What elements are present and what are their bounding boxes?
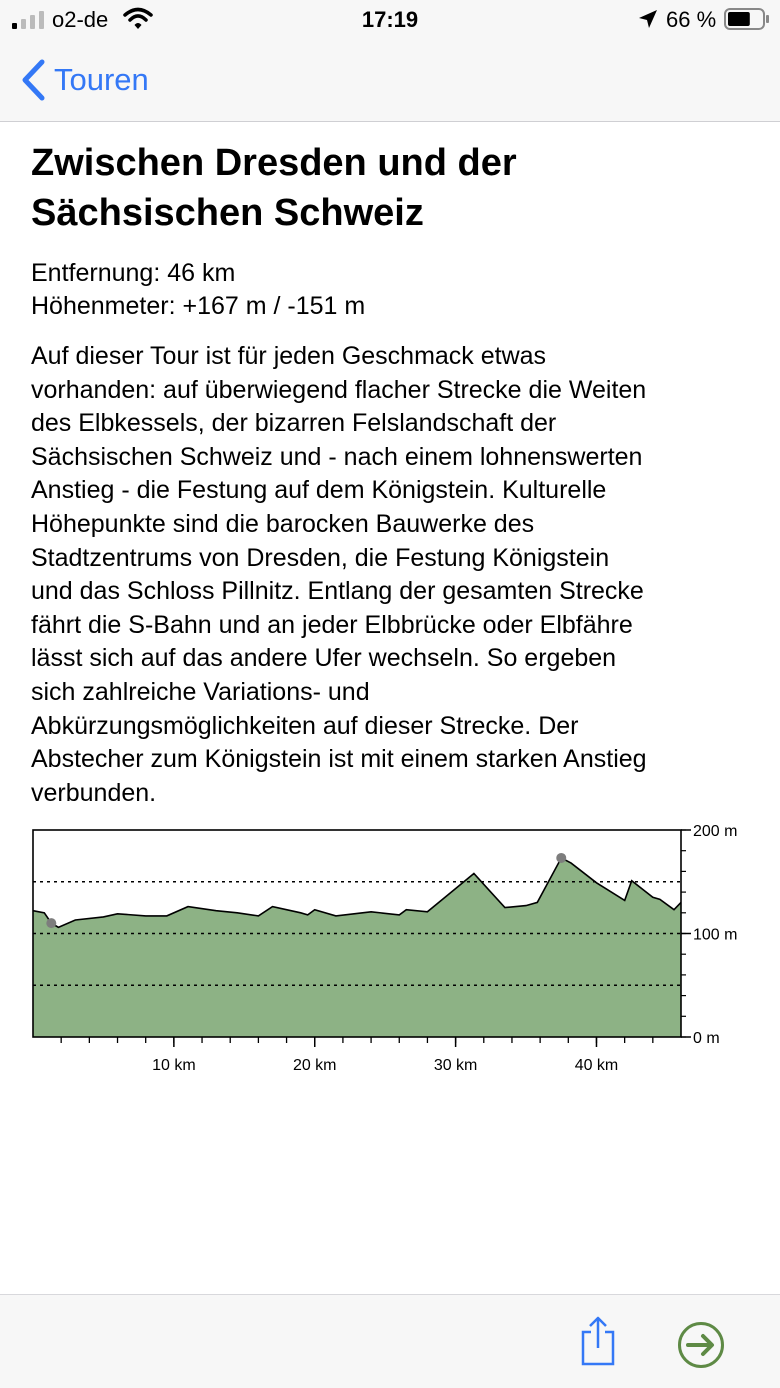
- carrier-name: o2-de: [52, 7, 109, 32]
- back-button[interactable]: [20, 56, 149, 104]
- share-button[interactable]: [578, 1315, 618, 1367]
- description-line: und das Schloss Pillnitz. Entlang der gesamten Strecke: [31, 577, 644, 606]
- description-line: Stadtzentrums von Dresden, die Festung Königstein: [31, 543, 610, 572]
- elevation-max-marker: [556, 853, 566, 863]
- tour-description: [31, 340, 751, 810]
- description-line: Abstecher zum Königstein ist mit einem starken Anstieg: [31, 745, 647, 774]
- tour-title: [31, 138, 751, 238]
- description-line: verbunden.: [31, 778, 157, 807]
- description-line: Höhepunkte sind die barocken Bauwerke des: [31, 509, 535, 538]
- elevation-profile-chart: [0, 820, 780, 1080]
- location-arrow-icon: [638, 9, 658, 29]
- description-line: des Elbkessels, der bizarren Felslandschaft der: [31, 409, 557, 438]
- y-tick-label: 0 m: [693, 1030, 720, 1047]
- navigation-bar: [0, 40, 780, 122]
- start-route-button[interactable]: [677, 1321, 725, 1369]
- x-tick-label: 20 km: [292, 1057, 337, 1074]
- chevron-left-icon: [20, 59, 46, 101]
- x-tick-label: 10 km: [152, 1057, 196, 1074]
- clock: 17:19: [361, 7, 419, 32]
- description-line: fährt die S-Bahn und an jeder Elbbrücke oder Elbfähre: [31, 610, 633, 639]
- description-line: Auf dieser Tour ist für jeden Geschmack etwas: [31, 342, 547, 370]
- y-tick-label: 100 m: [693, 926, 738, 944]
- tour-detail: [31, 138, 751, 810]
- battery-percentage: 66 %: [666, 7, 717, 32]
- description-line: Abkürzungsmöglichkeiten auf dieser Strecke. Der: [31, 711, 579, 740]
- tour-title-line: Sächsischen Schweiz: [31, 192, 424, 234]
- y-tick-label: 200 m: [693, 823, 738, 840]
- tour-distance: Entfernung: 46 km: [31, 259, 236, 287]
- x-tick-label: 30 km: [433, 1057, 478, 1074]
- description-line: vorhanden: auf überwiegend flacher Strecke die Weiten: [31, 375, 647, 404]
- tour-stats: [31, 257, 751, 323]
- bottom-toolbar: [0, 1294, 780, 1388]
- elevation-area: [33, 858, 681, 1037]
- tour-elevation: Höhenmeter: +167 m / -151 m: [31, 292, 366, 320]
- description-line: lässt sich auf das andere Ufer wechseln. So ergeben: [31, 644, 617, 673]
- description-line: Anstieg - die Festung auf dem Königstein. Kulturelle: [31, 476, 607, 505]
- elevation-min-marker: [46, 918, 56, 928]
- description-line: Sächsischen Schweiz und - nach einem lohnenswerten: [31, 442, 643, 471]
- battery-icon: [724, 8, 770, 30]
- description-line: sich zahlreiche Variations- und: [31, 677, 370, 706]
- x-tick-label: 40 km: [574, 1057, 619, 1074]
- tour-title-line: Zwischen Dresden und der: [31, 142, 517, 184]
- status-bar: [0, 0, 780, 40]
- back-button-label: Touren: [54, 62, 149, 97]
